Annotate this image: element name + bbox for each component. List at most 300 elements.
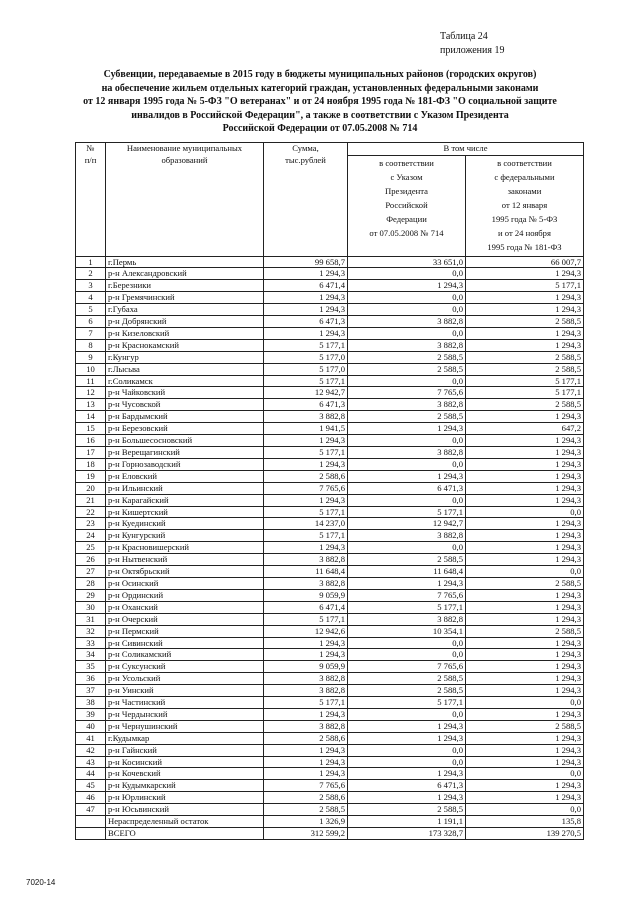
column-header-including: В том числе xyxy=(348,143,584,156)
table-row xyxy=(76,637,584,649)
sum-value: 3 882,8 xyxy=(264,411,348,423)
federal-laws-value: 2 588,5 xyxy=(466,399,584,411)
row-number: 39 xyxy=(76,708,106,720)
table-row xyxy=(76,399,584,411)
title-line: от 12 января 1995 года № 5-ФЗ "О ветеранах" и от 24 ноября 1995 года № 181-ФЗ "О социальной защите xyxy=(83,96,557,107)
municipality-name: р-н Кочевский xyxy=(106,768,264,780)
municipality-name: р-н Кунгурский xyxy=(106,530,264,542)
municipality-name: Нераспределенный остаток xyxy=(106,816,264,828)
column-header-number: № п/п xyxy=(76,143,106,257)
table-row xyxy=(76,816,584,828)
municipality-name: р-н Октябрьский xyxy=(106,566,264,578)
municipality-name: р-н Кудымкарский xyxy=(106,780,264,792)
row-number: 1 xyxy=(76,256,106,268)
federal-laws-value: 2 588,5 xyxy=(466,316,584,328)
federal-laws-value: 0,0 xyxy=(466,506,584,518)
municipality-name: г.Пермь xyxy=(106,256,264,268)
sum-value: 3 882,8 xyxy=(264,673,348,685)
column-header-name: Наименование муниципальных образований xyxy=(106,143,264,257)
municipality-name: р-н Осинский xyxy=(106,577,264,589)
sum-value: 7 765,6 xyxy=(264,780,348,792)
table-row xyxy=(76,482,584,494)
row-number: 15 xyxy=(76,423,106,435)
municipality-name: р-н Гайнский xyxy=(106,744,264,756)
column-header-sum: Сумма, тыс.рублей xyxy=(264,143,348,257)
sum-value: 1 294,3 xyxy=(264,327,348,339)
decree-value: 3 882,8 xyxy=(348,339,466,351)
federal-laws-value: 1 294,3 xyxy=(466,435,584,447)
row-number: 23 xyxy=(76,518,106,530)
column-header-decree: в соответствии с Указом Президента Российской Федерации от 07.05.2008 № 714 xyxy=(348,155,466,256)
decree-value: 2 588,5 xyxy=(348,554,466,566)
municipality-name: р-н Суксунский xyxy=(106,661,264,673)
table-row xyxy=(76,506,584,518)
table-row xyxy=(76,423,584,435)
municipality-name: р-н Чернушинский xyxy=(106,720,264,732)
row-number: 20 xyxy=(76,482,106,494)
sum-value: 1 941,5 xyxy=(264,423,348,435)
sum-value: 1 294,3 xyxy=(264,768,348,780)
federal-laws-value: 1 294,3 xyxy=(466,482,584,494)
municipality-name: р-н Гремячинский xyxy=(106,292,264,304)
federal-laws-value: 0,0 xyxy=(466,697,584,709)
decree-value: 0,0 xyxy=(348,268,466,280)
municipality-name: р-н Большесосновский xyxy=(106,435,264,447)
table-row xyxy=(76,316,584,328)
federal-laws-value: 2 588,5 xyxy=(466,363,584,375)
row-number: 32 xyxy=(76,625,106,637)
decree-value: 2 588,5 xyxy=(348,673,466,685)
table-row xyxy=(76,577,584,589)
federal-laws-value: 5 177,1 xyxy=(466,375,584,387)
decree-value: 0,0 xyxy=(348,292,466,304)
sum-value: 2 588,6 xyxy=(264,470,348,482)
municipality-name: р-н Карагайский xyxy=(106,494,264,506)
federal-laws-value: 1 294,3 xyxy=(466,447,584,459)
federal-laws-value: 0,0 xyxy=(466,768,584,780)
row-number: 24 xyxy=(76,530,106,542)
table-row xyxy=(76,708,584,720)
federal-laws-value: 0,0 xyxy=(466,804,584,816)
federal-laws-value: 5 177,1 xyxy=(466,387,584,399)
decree-value: 10 354,1 xyxy=(348,625,466,637)
decree-value: 0,0 xyxy=(348,304,466,316)
federal-laws-value: 1 294,3 xyxy=(466,792,584,804)
row-number: 17 xyxy=(76,447,106,459)
sum-value: 14 237,0 xyxy=(264,518,348,530)
federal-laws-value: 139 270,5 xyxy=(466,828,584,840)
row-number: 8 xyxy=(76,339,106,351)
municipality-name: р-н Александровский xyxy=(106,268,264,280)
municipality-name: г.Кудымкар xyxy=(106,732,264,744)
federal-laws-value: 1 294,3 xyxy=(466,589,584,601)
table-row xyxy=(76,756,584,768)
sum-value: 1 326,9 xyxy=(264,816,348,828)
table-row xyxy=(76,589,584,601)
federal-laws-value: 1 294,3 xyxy=(466,613,584,625)
federal-laws-value: 2 588,5 xyxy=(466,625,584,637)
decree-value: 0,0 xyxy=(348,375,466,387)
table-row xyxy=(76,685,584,697)
municipality-name: р-н Чайковский xyxy=(106,387,264,399)
federal-laws-value: 135,8 xyxy=(466,816,584,828)
municipality-name: р-н Пермский xyxy=(106,625,264,637)
decree-value: 3 882,8 xyxy=(348,447,466,459)
row-number: 5 xyxy=(76,304,106,316)
row-number: 18 xyxy=(76,458,106,470)
table-row xyxy=(76,554,584,566)
row-number: 33 xyxy=(76,637,106,649)
sum-value: 5 177,1 xyxy=(264,613,348,625)
table-row xyxy=(76,804,584,816)
sum-value: 2 588,6 xyxy=(264,792,348,804)
sum-value: 6 471,3 xyxy=(264,399,348,411)
municipality-name: р-н Сивинский xyxy=(106,637,264,649)
row-number: 41 xyxy=(76,732,106,744)
table-row xyxy=(76,542,584,554)
sum-value: 1 294,3 xyxy=(264,304,348,316)
table-row xyxy=(76,268,584,280)
row-number: 37 xyxy=(76,685,106,697)
federal-laws-value: 2 588,5 xyxy=(466,577,584,589)
sum-value: 3 882,8 xyxy=(264,554,348,566)
federal-laws-value: 647,2 xyxy=(466,423,584,435)
municipality-name: г.Кунгур xyxy=(106,351,264,363)
municipality-name: р-н Чердынский xyxy=(106,708,264,720)
table-row xyxy=(76,518,584,530)
federal-laws-value: 1 294,3 xyxy=(466,601,584,613)
table-row xyxy=(76,697,584,709)
table-row xyxy=(76,530,584,542)
subsidies-table xyxy=(75,142,584,840)
table-row xyxy=(76,828,584,840)
sum-value: 7 765,6 xyxy=(264,482,348,494)
municipality-name: г.Лысьва xyxy=(106,363,264,375)
decree-value: 5 177,1 xyxy=(348,697,466,709)
decree-value: 0,0 xyxy=(348,649,466,661)
table-row xyxy=(76,673,584,685)
decree-value: 3 882,8 xyxy=(348,530,466,542)
municipality-name: ВСЕГО xyxy=(106,828,264,840)
sum-value: 1 294,3 xyxy=(264,268,348,280)
row-number: 36 xyxy=(76,673,106,685)
table-row xyxy=(76,601,584,613)
decree-value: 7 765,6 xyxy=(348,589,466,601)
municipality-name: р-н Краснокамский xyxy=(106,339,264,351)
row-number: 44 xyxy=(76,768,106,780)
table-row xyxy=(76,292,584,304)
table-number-label: Таблица 24 xyxy=(440,31,488,42)
row-number: 16 xyxy=(76,435,106,447)
municipality-name: р-н Куединский xyxy=(106,518,264,530)
municipality-name: р-н Чусовской xyxy=(106,399,264,411)
sum-value: 1 294,3 xyxy=(264,458,348,470)
decree-value: 3 882,8 xyxy=(348,613,466,625)
municipality-name: р-н Горнозаводский xyxy=(106,458,264,470)
sum-value: 2 588,6 xyxy=(264,732,348,744)
municipality-name: р-н Ильинский xyxy=(106,482,264,494)
sum-value: 3 882,8 xyxy=(264,720,348,732)
municipality-name: р-н Очерский xyxy=(106,613,264,625)
federal-laws-value: 0,0 xyxy=(466,566,584,578)
decree-value: 5 177,1 xyxy=(348,506,466,518)
decree-value: 2 588,5 xyxy=(348,685,466,697)
sum-value: 1 294,3 xyxy=(264,494,348,506)
row-number: 38 xyxy=(76,697,106,709)
table-row xyxy=(76,435,584,447)
decree-value: 1 294,3 xyxy=(348,768,466,780)
decree-value: 11 648,4 xyxy=(348,566,466,578)
federal-laws-value: 1 294,3 xyxy=(466,268,584,280)
decree-value: 2 588,5 xyxy=(348,411,466,423)
federal-laws-value: 1 294,3 xyxy=(466,708,584,720)
decree-value: 12 942,7 xyxy=(348,518,466,530)
sum-value: 1 294,3 xyxy=(264,637,348,649)
decree-value: 1 294,3 xyxy=(348,423,466,435)
municipality-name: р-н Добрянский xyxy=(106,316,264,328)
federal-laws-value: 1 294,3 xyxy=(466,494,584,506)
municipality-name: р-н Усольский xyxy=(106,673,264,685)
title-line: на обеспечение жильем отдельных категорий граждан, установленных федеральными законами xyxy=(101,82,539,94)
federal-laws-value: 1 294,3 xyxy=(466,685,584,697)
table-body xyxy=(76,256,584,839)
row-number: 11 xyxy=(76,375,106,387)
municipality-name: р-н Верещагинский xyxy=(106,447,264,459)
decree-value: 5 177,1 xyxy=(348,601,466,613)
municipality-name: р-н Еловский xyxy=(106,470,264,482)
sum-value: 1 294,3 xyxy=(264,542,348,554)
row-number: 21 xyxy=(76,494,106,506)
sum-value: 1 294,3 xyxy=(264,708,348,720)
sum-value: 5 177,1 xyxy=(264,447,348,459)
column-header-federal-laws: в соответствии с федеральными законами от 12 января 1995 года № 5-ФЗ и от 24 ноября 1995 года № 181-ФЗ xyxy=(466,155,584,256)
federal-laws-value: 1 294,3 xyxy=(466,304,584,316)
table-row xyxy=(76,661,584,673)
table-row xyxy=(76,744,584,756)
title-line: Российской Федерации от 07.05.2008 № 714 xyxy=(222,123,418,134)
row-number: 31 xyxy=(76,613,106,625)
table-row xyxy=(76,363,584,375)
sum-value: 5 177,0 xyxy=(264,363,348,375)
federal-laws-value: 1 294,3 xyxy=(466,518,584,530)
table-row xyxy=(76,613,584,625)
row-number: 7 xyxy=(76,327,106,339)
decree-value: 3 882,8 xyxy=(348,316,466,328)
table-row xyxy=(76,780,584,792)
table-row xyxy=(76,458,584,470)
sum-value: 11 648,4 xyxy=(264,566,348,578)
sum-value: 312 599,2 xyxy=(264,828,348,840)
sum-value: 1 294,3 xyxy=(264,756,348,768)
decree-value: 7 765,6 xyxy=(348,661,466,673)
decree-value: 0,0 xyxy=(348,458,466,470)
federal-laws-value: 2 588,5 xyxy=(466,720,584,732)
federal-laws-value: 1 294,3 xyxy=(466,732,584,744)
row-number: 47 xyxy=(76,804,106,816)
municipality-name: р-н Березовский xyxy=(106,423,264,435)
decree-value: 1 191,1 xyxy=(348,816,466,828)
document-code: 7020-14 xyxy=(26,878,56,887)
federal-laws-value: 1 294,3 xyxy=(466,661,584,673)
federal-laws-value: 66 007,7 xyxy=(466,256,584,268)
title-line: Субвенции, передаваемые в 2015 году в бюджеты муниципальных районов (городских округов) xyxy=(103,69,537,80)
table-row xyxy=(76,625,584,637)
table-row xyxy=(76,256,584,268)
federal-laws-value: 1 294,3 xyxy=(466,780,584,792)
row-number: 6 xyxy=(76,316,106,328)
federal-laws-value: 2 588,5 xyxy=(466,351,584,363)
sum-value: 12 942,7 xyxy=(264,387,348,399)
municipality-name: р-н Уинский xyxy=(106,685,264,697)
municipality-name: р-н Частинский xyxy=(106,697,264,709)
federal-laws-value: 1 294,3 xyxy=(466,554,584,566)
sum-value: 3 882,8 xyxy=(264,577,348,589)
municipality-name: г.Соликамск xyxy=(106,375,264,387)
appendix-label: приложения 19 xyxy=(440,45,505,56)
row-number: 43 xyxy=(76,756,106,768)
table-row xyxy=(76,720,584,732)
sum-value: 5 177,1 xyxy=(264,339,348,351)
table-row xyxy=(76,792,584,804)
federal-laws-value: 1 294,3 xyxy=(466,339,584,351)
sum-value: 9 059,9 xyxy=(264,589,348,601)
federal-laws-value: 1 294,3 xyxy=(466,411,584,423)
decree-value: 33 651,0 xyxy=(348,256,466,268)
municipality-name: р-н Ординский xyxy=(106,589,264,601)
decree-value: 7 765,6 xyxy=(348,387,466,399)
table-row xyxy=(76,768,584,780)
sum-value: 6 471,4 xyxy=(264,601,348,613)
decree-value: 0,0 xyxy=(348,637,466,649)
row-number: 34 xyxy=(76,649,106,661)
sum-value: 1 294,3 xyxy=(264,435,348,447)
table-row xyxy=(76,494,584,506)
municipality-name: г.Березники xyxy=(106,280,264,292)
decree-value: 1 294,3 xyxy=(348,280,466,292)
row-number: 46 xyxy=(76,792,106,804)
municipality-name: р-н Бардымский xyxy=(106,411,264,423)
row-number: 4 xyxy=(76,292,106,304)
federal-laws-value: 1 294,3 xyxy=(466,673,584,685)
sum-value: 99 658,7 xyxy=(264,256,348,268)
table-row xyxy=(76,280,584,292)
municipality-name: р-н Кизеловский xyxy=(106,327,264,339)
row-number: 42 xyxy=(76,744,106,756)
row-number: 26 xyxy=(76,554,106,566)
title-line: инвалидов в Российской Федерации", а также в соответствии с Указом Президента xyxy=(131,109,509,121)
decree-value: 0,0 xyxy=(348,494,466,506)
table-row xyxy=(76,732,584,744)
row-number: 9 xyxy=(76,351,106,363)
municipality-name: р-н Косинский xyxy=(106,756,264,768)
municipality-name: р-н Юсьвинский xyxy=(106,804,264,816)
table-row xyxy=(76,304,584,316)
row-number: 10 xyxy=(76,363,106,375)
row-number: 28 xyxy=(76,577,106,589)
sum-value: 1 294,3 xyxy=(264,649,348,661)
federal-laws-value: 5 177,1 xyxy=(466,280,584,292)
municipality-name: р-н Красновишерский xyxy=(106,542,264,554)
sum-value: 6 471,4 xyxy=(264,280,348,292)
decree-value: 173 328,7 xyxy=(348,828,466,840)
decree-value: 0,0 xyxy=(348,708,466,720)
table-row xyxy=(76,411,584,423)
sum-value: 3 882,8 xyxy=(264,685,348,697)
row-number: 29 xyxy=(76,589,106,601)
municipality-name: р-н Оханский xyxy=(106,601,264,613)
sum-value: 5 177,1 xyxy=(264,697,348,709)
municipality-name: р-н Кишертский xyxy=(106,506,264,518)
row-number: 25 xyxy=(76,542,106,554)
federal-laws-value: 1 294,3 xyxy=(466,744,584,756)
decree-value: 1 294,3 xyxy=(348,720,466,732)
federal-laws-value: 1 294,3 xyxy=(466,458,584,470)
decree-value: 1 294,3 xyxy=(348,470,466,482)
decree-value: 1 294,3 xyxy=(348,577,466,589)
decree-value: 0,0 xyxy=(348,542,466,554)
table-row xyxy=(76,351,584,363)
decree-value: 0,0 xyxy=(348,756,466,768)
table-row xyxy=(76,375,584,387)
decree-value: 0,0 xyxy=(348,327,466,339)
table-row xyxy=(76,339,584,351)
decree-value: 0,0 xyxy=(348,435,466,447)
municipality-name: р-н Соликамский xyxy=(106,649,264,661)
decree-value: 2 588,5 xyxy=(348,804,466,816)
federal-laws-value: 1 294,3 xyxy=(466,756,584,768)
sum-value: 9 059,9 xyxy=(264,661,348,673)
decree-value: 1 294,3 xyxy=(348,792,466,804)
sum-value: 1 294,3 xyxy=(264,292,348,304)
row-number xyxy=(76,828,106,840)
decree-value: 6 471,3 xyxy=(348,482,466,494)
table-row xyxy=(76,566,584,578)
table-row xyxy=(76,470,584,482)
row-number: 19 xyxy=(76,470,106,482)
municipality-name: р-н Юрлинский xyxy=(106,792,264,804)
federal-laws-value: 1 294,3 xyxy=(466,327,584,339)
row-number: 30 xyxy=(76,601,106,613)
sum-value: 12 942,6 xyxy=(264,625,348,637)
table-row xyxy=(76,447,584,459)
row-number: 3 xyxy=(76,280,106,292)
sum-value: 5 177,0 xyxy=(264,351,348,363)
row-number: 2 xyxy=(76,268,106,280)
table-row xyxy=(76,327,584,339)
row-number: 45 xyxy=(76,780,106,792)
document-title xyxy=(40,68,600,136)
decree-value: 6 471,3 xyxy=(348,780,466,792)
row-number: 27 xyxy=(76,566,106,578)
decree-value: 1 294,3 xyxy=(348,732,466,744)
row-number: 13 xyxy=(76,399,106,411)
table-row xyxy=(76,649,584,661)
federal-laws-value: 1 294,3 xyxy=(466,649,584,661)
decree-value: 3 882,8 xyxy=(348,399,466,411)
table-row xyxy=(76,387,584,399)
municipality-name: г.Губаха xyxy=(106,304,264,316)
row-number: 35 xyxy=(76,661,106,673)
sum-value: 1 294,3 xyxy=(264,744,348,756)
decree-value: 2 588,5 xyxy=(348,363,466,375)
decree-value: 0,0 xyxy=(348,744,466,756)
decree-value: 2 588,5 xyxy=(348,351,466,363)
federal-laws-value: 1 294,3 xyxy=(466,637,584,649)
municipality-name: р-н Нытвенский xyxy=(106,554,264,566)
sum-value: 5 177,1 xyxy=(264,375,348,387)
row-number xyxy=(76,816,106,828)
sum-value: 6 471,3 xyxy=(264,316,348,328)
